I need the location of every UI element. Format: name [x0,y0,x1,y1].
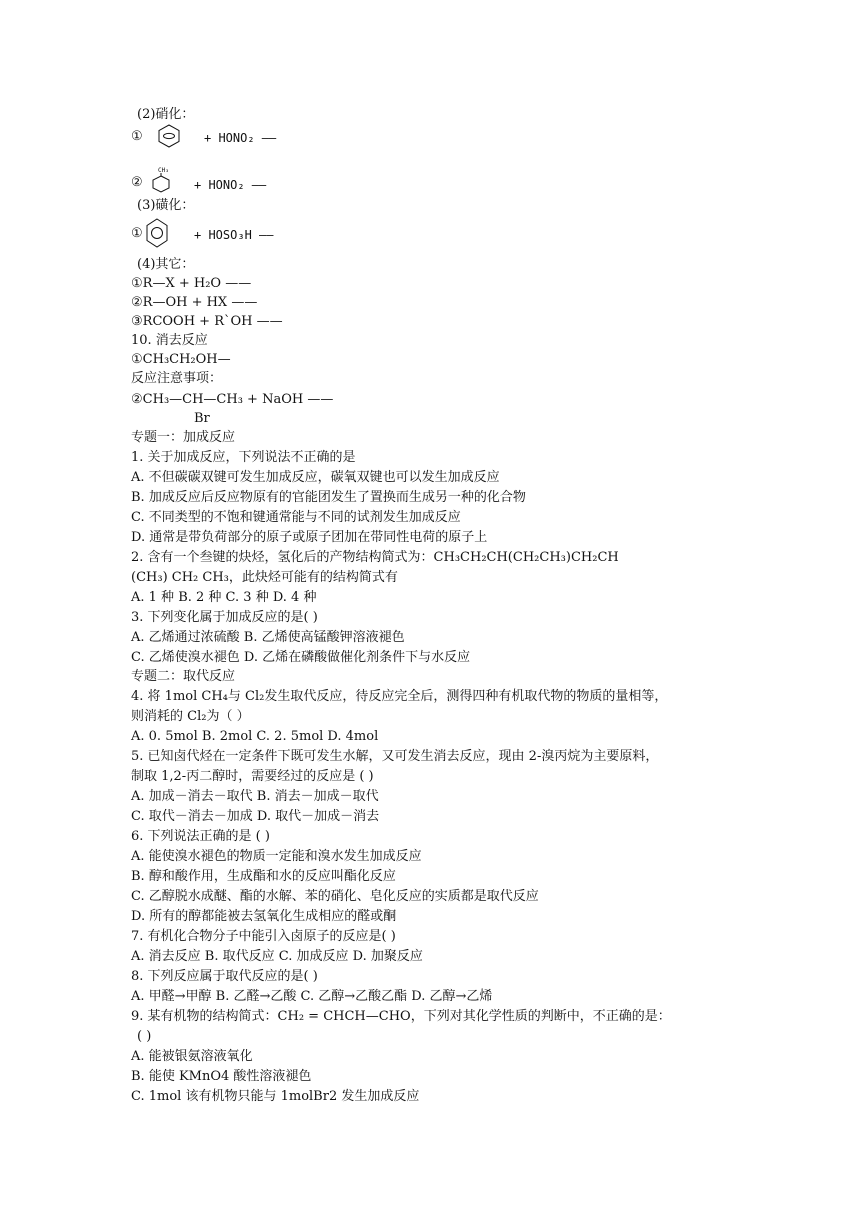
q6-option-c: C. 乙醇脱水成醚、酯的水解、苯的硝化、皂化反应的实质都是取代反应 [131,889,539,904]
q6-option-b: B. 醇和酸作用，生成酯和水的反应叫酯化反应 [131,869,396,884]
q5-stem-line1: 5. 已知卤代烃在一定条件下既可发生水解，又可发生消去反应，现由 2-溴丙烷为主要原料， [131,749,659,764]
elimination-reaction-2: ②CH₃—CH—CH₃ + NaOH —— [131,392,334,407]
elimination-reaction-1: ①CH₃CH₂OH— [131,352,231,367]
other-heading: (4)其它： [137,257,195,272]
q3-options-cd: C. 乙烯使溴水褪色 D. 乙烯在磷酸做催化剂条件下与水反应 [131,650,471,665]
topic2-title: 专题二：取代反应 [131,669,236,684]
benzene-ring-icon [158,124,180,148]
other-reaction-2: ②R—OH + HX —— [131,295,258,310]
elimination-note: 反应注意事项： [131,371,223,386]
q7-stem: 7. 有机化合物分子中能引入卤原子的反应是( ) [131,929,396,944]
nitration-reaction-1-rhs: + HONO₂ —— [204,131,277,145]
q5-options-ab: A. 加成－消去－取代 B. 消去－加成－取代 [131,789,379,804]
q5-stem-line2: 制取 1,2-丙二醇时，需要经过的反应是 ( ) [131,769,374,784]
q6-stem: 6. 下列说法正确的是 ( ) [131,829,270,844]
benzene-ring-icon [146,218,168,248]
elimination-heading: 10. 消去反应 [131,333,208,348]
q3-options-ab: A. 乙烯通过浓硫酸 B. 乙烯使高锰酸钾溶液褪色 [131,630,405,645]
q4-stem-line1: 4. 将 1mol CH₄与 Cl₂发生取代反应，待反应完全后，测得四种有机取代物的物质的量相等， [131,689,668,704]
q5-options-cd: C. 取代－消去－加成 D. 取代－加成－消去 [131,809,380,824]
sulfonation-reaction-1-rhs: + HOSO₃H —— [194,228,274,242]
q1-stem: 1. 关于加成反应，下列说法不正确的是 [131,450,356,465]
q6-option-a: A. 能使溴水褪色的物质一定能和溴水发生加成反应 [131,849,422,864]
q9-answer-paren: ( ) [137,1029,152,1044]
methyl-label: CH₃ [158,167,169,174]
q1-option-b: B. 加成反应后反应物原有的官能团发生了置换而生成另一种的化合物 [131,490,526,505]
q2-options: A. 1 种 B. 2 种 C. 3 种 D. 4 种 [131,590,317,605]
q9-option-c: C. 1mol 该有机物只能与 1molBr2 发生加成反应 [131,1089,420,1104]
q2-stem-line1: 2. 含有一个叁键的炔烃，氢化后的产物结构简式为：CH₃CH₂CH(CH₂CH₃)CH₂CH [131,550,619,565]
sulfonation-reaction-1-number: ① [131,226,143,241]
q9-stem: 9. 某有机物的结构简式：CH₂ = CHCH—CHO，下列对其化学性质的判断中，不正确的是： [131,1009,671,1024]
q3-stem: 3. 下列变化属于加成反应的是( ) [131,610,318,625]
other-reaction-1: ①R—X + H₂O —— [131,276,252,291]
q9-option-a: A. 能被银氨溶液氧化 [131,1049,253,1064]
topic1-title: 专题一：加成反应 [131,430,236,445]
q1-option-a: A. 不但碳碳双键可发生加成反应，碳氧双键也可以发生加成反应 [131,470,500,485]
reaction-number: ① [131,129,143,144]
sulfonation-heading: (3)磺化： [137,198,195,213]
q8-options: A. 甲醛→甲醇 B. 乙醛→乙酸 C. 乙醇→乙酸乙酯 D. 乙醇→乙烯 [131,989,493,1004]
nitration-reaction-2-number: ② [131,175,143,190]
toluene-ring-icon [146,165,180,193]
nitration-heading: (2)硝化： [137,107,195,122]
q7-options: A. 消去反应 B. 取代反应 C. 加成反应 D. 加聚反应 [131,949,423,964]
other-reaction-3: ③RCOOH + R`OH —— [131,314,283,329]
q4-options: A. 0. 5mol B. 2mol C. 2. 5mol D. 4mol [131,729,379,744]
q1-option-d: D. 通常是带负荷部分的原子或原子团加在带同性电荷的原子上 [131,530,488,545]
q4-stem-line2: 则消耗的 Cl₂为（ ） [131,709,250,724]
q2-stem-line2: (CH₃) CH₂ CH₃，此炔烃可能有的结构简式有 [131,570,398,585]
q8-stem: 8. 下列反应属于取代反应的是( ) [131,969,318,984]
elimination-reaction-2-br: Br [194,411,210,426]
q6-option-d: D. 所有的醇都能被去氢氧化生成相应的醛或酮 [131,909,397,924]
nitration-reaction-2-rhs: + HONO₂ —— [194,178,267,192]
q1-option-c: C. 不同类型的不饱和键通常能与不同的试剂发生加成反应 [131,510,461,525]
q9-option-b: B. 能使 KMnO4 酸性溶液褪色 [131,1069,312,1084]
